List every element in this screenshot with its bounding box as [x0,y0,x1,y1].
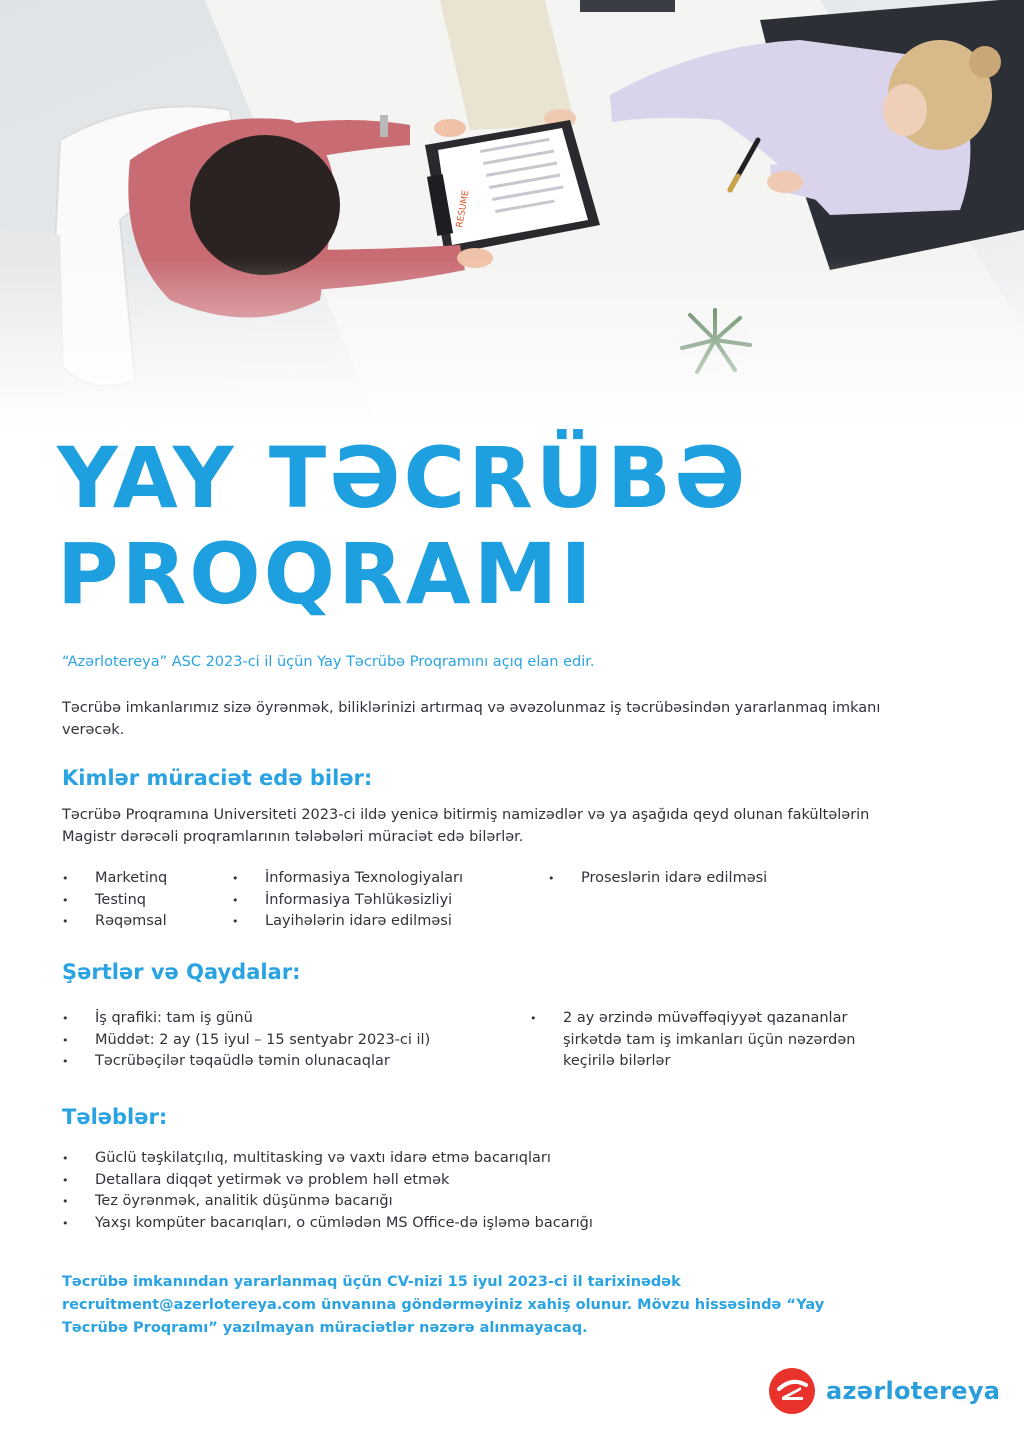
terms-list-2 [530,1008,890,1073]
faculty-list-1 [62,868,167,933]
list-item: • Müddət: 2 ay (15 iyul – 15 sentyabr 2023-ci il) [62,1030,502,1052]
requirements-list [62,1148,862,1234]
list-item: • İş qrafiki: tam iş günü [62,1008,502,1030]
list-item: • Proseslərin idarə edilməsi [548,868,767,890]
list-item: • Testinq [62,890,167,912]
hero-photo [0,0,1024,430]
list-item: • Yaxşı kompüter bacarıqları, o cümlədən MS Office-də işləmə bacarığı [62,1213,862,1235]
terms-heading: Şərtlər və Qaydalar: [62,960,301,984]
list-item: • Güclü təşkilatçılıq, multitasking və vaxtı idarə etmə bacarıqları [62,1148,862,1170]
brand-name: azərlotereya [826,1377,1001,1405]
list-item: • Detallara diqqət yetirmək və problem həll etmək [62,1170,862,1192]
list-item: • Layihələrin idarə edilməsi [232,911,463,933]
application-instructions: Təcrübə imkanından yararlanmaq üçün CV-nizi 15 iyul 2023-ci il tarixinədək recruitment@azerlotereya.com ünvanına göndərməyiniz xahiş olunur. Mövzu hissəsində “Yay Təcrübə Proqramı” yazılmayan müraciətlər nəzərə alınmayacaq. [62,1274,825,1336]
list-item: • İnformasiya Təhlükəsizliyi [232,890,463,912]
intro-lead: “Azərlotereya” ASC 2023-ci il üçün Yay Təcrübə Proqramını açıq elan edir. [62,654,595,670]
who-body: Təcrübə Proqramına Universiteti 2023-ci ildə yenicə bitirmiş namizədlər və ya aşağıda qeyd olunan fakültələrin Magistr dərəcəli proqramlarının tələbələri müraciət edə bilərlər. [62,807,870,845]
who-heading: Kimlər müraciət edə bilər: [62,766,373,790]
requirements-heading: Tələblər: [62,1105,168,1129]
list-item: • Təcrübəçilər təqaüdlə təmin olunacaqlar [62,1051,502,1073]
interview-illustration [0,0,1024,430]
title-line-2: PROQRAMI [57,525,595,623]
page-title [57,430,748,622]
intro-body: Təcrübə imkanlarımız sizə öyrənmək, biliklərinizi artırmaq və əvəzolunmaz iş təcrübəsindən yararlanmaq imkanı verəcək. [62,700,881,738]
terms-list-1 [62,1008,502,1073]
list-item: • Marketinq [62,868,167,890]
azerlotereya-logo-icon [768,1367,816,1415]
list-item: • Tez öyrənmək, analitik düşünmə bacarığı [62,1191,862,1213]
title-line-1: YAY TƏCRÜBƏ [57,429,749,527]
brand-logo [768,1366,1000,1416]
faculty-list-3 [548,868,767,890]
list-item: • Rəqəmsal [62,911,167,933]
list-item: • 2 ay ərzində müvəffəqiyyət qazananlar şirkətdə tam iş imkanları üçün nəzərdən keçirilə bilərlər [530,1008,890,1073]
list-item: • İnformasiya Texnologiyaları [232,868,463,890]
faculty-list-2 [232,868,463,933]
